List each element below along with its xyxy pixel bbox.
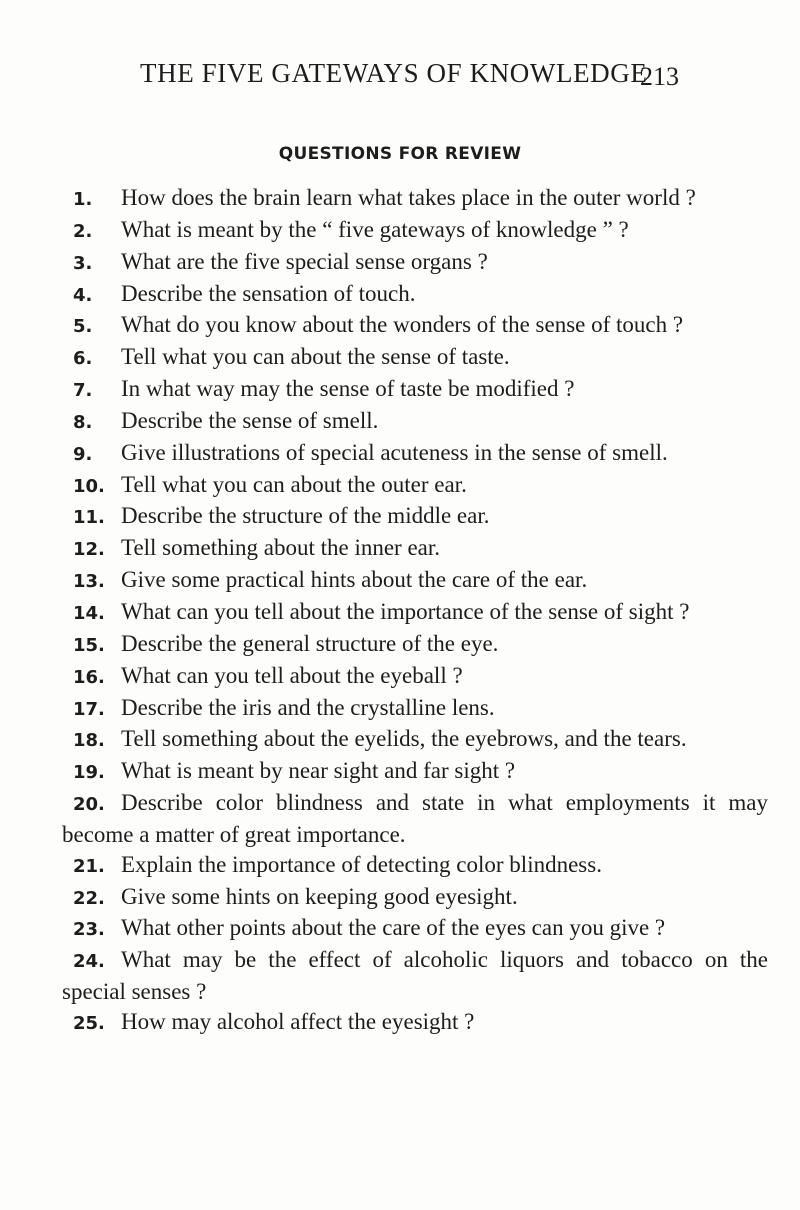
question-number: 19. xyxy=(73,762,105,784)
question-item xyxy=(62,913,768,945)
question-number: 23. xyxy=(73,919,105,941)
question-item xyxy=(62,342,768,374)
question-text: Describe the iris and the crystalline lens. xyxy=(121,694,495,720)
question-number: 2. xyxy=(73,220,93,242)
question-text: What is meant by the “ five gateways of knowledge ” ? xyxy=(121,216,629,242)
question-number: 8. xyxy=(73,411,93,433)
page-number: 213 xyxy=(640,62,679,91)
question-item xyxy=(62,850,768,882)
question-text: Describe the general structure of the eye. xyxy=(121,630,499,656)
question-number: 4. xyxy=(73,284,93,306)
question-text: How does the brain learn what takes place in the outer world ? xyxy=(121,185,696,210)
question-text: Tell what you can about the outer ear. xyxy=(121,471,467,497)
question-item xyxy=(62,183,768,215)
question-text: What do you know about the wonders of the sense of touch ? xyxy=(121,312,684,338)
question-text: In what way may the sense of taste be modified ? xyxy=(121,376,575,402)
section-heading: QUESTIONS FOR REVIEW xyxy=(278,144,522,164)
question-item xyxy=(62,279,768,311)
question-text: What other points about the care of the eyes can you give ? xyxy=(121,915,666,941)
question-item xyxy=(62,629,768,661)
question-number: 12. xyxy=(73,539,105,561)
question-text: What can you tell about the eyeball ? xyxy=(121,662,463,688)
question-number: 13. xyxy=(73,571,105,593)
question-text: Give illustrations of special acuteness in the sense of smell. xyxy=(121,439,668,465)
question-number: 11. xyxy=(73,507,105,529)
question-item xyxy=(62,310,768,342)
question-text: Describe color blindness and state in what employments it may become a matter of great importance. xyxy=(62,790,768,847)
question-number: 6. xyxy=(73,348,93,370)
question-item xyxy=(62,247,768,279)
question-number: 14. xyxy=(73,602,105,624)
question-item xyxy=(62,724,768,756)
question-item xyxy=(62,374,768,406)
question-text: Give some practical hints about the care of the ear. xyxy=(121,567,588,593)
question-number: 1. xyxy=(73,189,93,210)
question-text: Describe the structure of the middle ear. xyxy=(121,503,490,529)
question-number: 5. xyxy=(73,316,93,338)
question-number: 20. xyxy=(73,794,105,816)
question-text: What can you tell about the importance of the sense of sight ? xyxy=(121,598,690,624)
question-number: 10. xyxy=(73,475,105,497)
question-number: 25. xyxy=(73,1012,105,1034)
question-number: 24. xyxy=(73,951,105,973)
question-item xyxy=(62,945,768,1007)
question-item xyxy=(62,565,768,597)
question-item xyxy=(62,693,768,725)
question-item xyxy=(62,470,768,502)
question-item xyxy=(62,1007,768,1039)
question-item xyxy=(62,882,768,914)
question-number: 18. xyxy=(73,730,105,752)
questions-list xyxy=(62,183,768,1039)
question-text: Describe the sensation of touch. xyxy=(121,280,416,306)
question-text: What are the five special sense organs ? xyxy=(121,248,488,274)
question-item xyxy=(62,215,768,247)
question-number: 3. xyxy=(73,252,93,274)
question-number: 17. xyxy=(73,698,105,720)
question-text: Give some hints on keeping good eyesight. xyxy=(121,883,518,909)
question-number: 9. xyxy=(73,443,93,465)
question-item xyxy=(62,438,768,470)
question-number: 7. xyxy=(73,380,93,402)
question-number: 21. xyxy=(73,855,105,877)
question-item xyxy=(62,788,768,850)
question-number: 15. xyxy=(73,634,105,656)
running-head-title: THE FIVE GATEWAYS OF KNOWLEDGE xyxy=(140,58,648,88)
question-number: 22. xyxy=(73,887,105,909)
question-text: Explain the importance of detecting color blindness. xyxy=(121,851,602,877)
question-item xyxy=(62,756,768,788)
question-text: How may alcohol affect the eyesight ? xyxy=(121,1008,475,1034)
question-text: What is meant by near sight and far sight ? xyxy=(121,758,516,784)
question-item xyxy=(62,597,768,629)
question-item xyxy=(62,533,768,565)
question-text: Tell something about the inner ear. xyxy=(121,535,441,561)
question-number: 16. xyxy=(73,666,105,688)
question-text: Tell what you can about the sense of taste. xyxy=(121,344,510,370)
question-item xyxy=(62,661,768,693)
question-text: Describe the sense of smell. xyxy=(121,407,379,433)
question-text: Tell something about the eyelids, the eyebrows, and the tears. xyxy=(121,726,687,752)
question-text: What may be the effect of alcoholic liquors and tobacco on the special senses ? xyxy=(62,947,768,1005)
question-item xyxy=(62,501,768,533)
question-item xyxy=(62,406,768,438)
